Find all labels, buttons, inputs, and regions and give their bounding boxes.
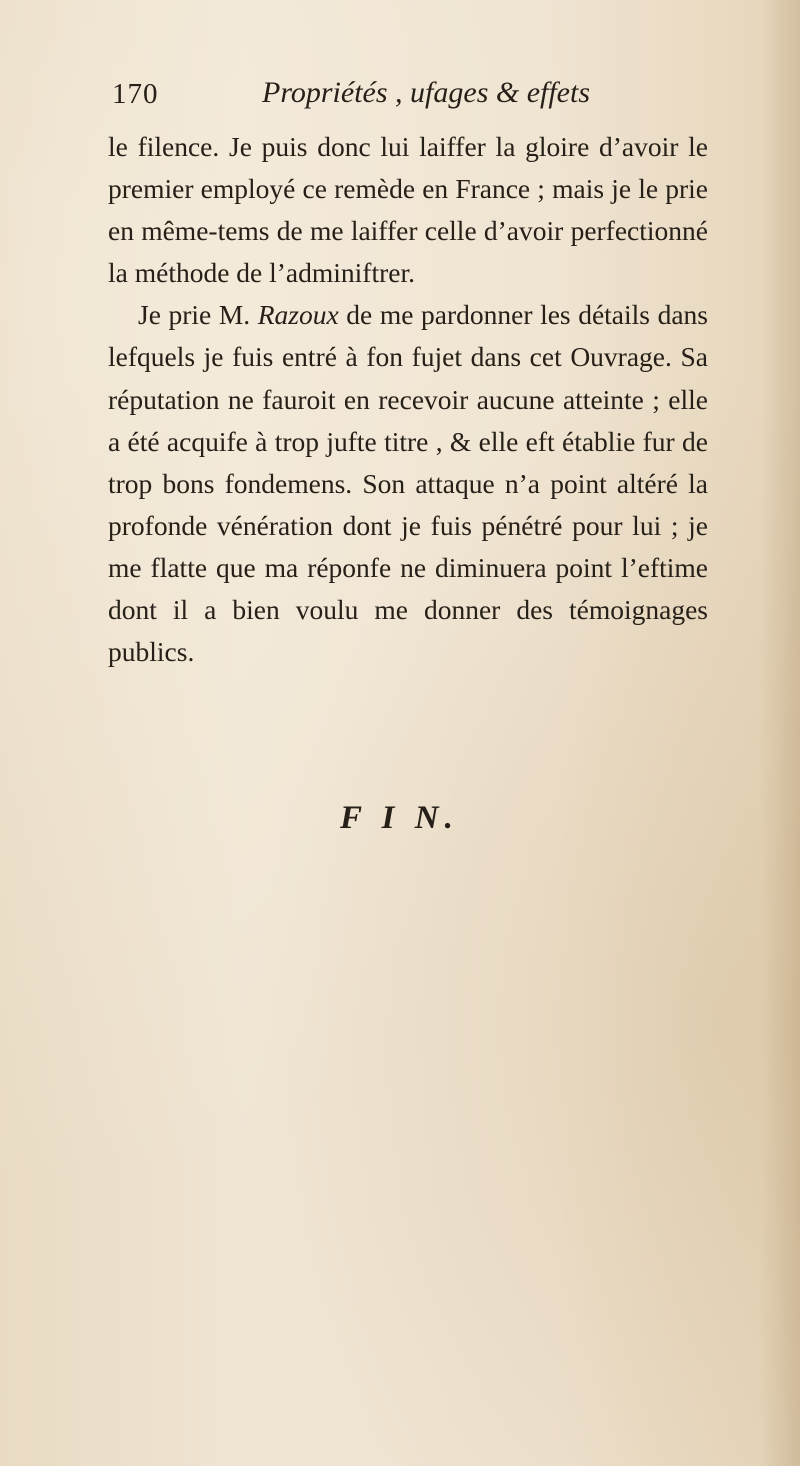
paragraph-2-rest: de me pardonner les détails dans lefquels je fuis entré à fon fujet dans cet Ouvrage. Sa réputation ne fauroit en recevoir aucune atteinte ; elle a été acquife à trop jufte titre , & elle eft établie fur de trop bons fondemens. Son attaque n’a point altéré la profonde vénération dont je fuis pénétré pour lui ; je me flatte que ma réponfe ne diminuera point l’eftime dont il a bien voulu me donner des témoignages publics. bbox=[108, 299, 708, 668]
fin-label: F I N. bbox=[340, 800, 459, 836]
page-header bbox=[112, 74, 672, 122]
running-head: Propriétés , ufages & effets bbox=[262, 76, 591, 109]
page-edge-shadow bbox=[760, 0, 800, 1466]
body-text bbox=[108, 126, 708, 673]
page-number: 170 bbox=[112, 78, 159, 110]
paragraph-1: le filence. Je puis donc lui laiffer la gloire d’avoir le premier employé ce remède en France ; mais je le prie en même-tems de me laiffer celle d’avoir perfectionné la méthode de l’adminiftrer. bbox=[108, 131, 708, 289]
paragraph-2-start: Je prie M. bbox=[138, 299, 258, 331]
paragraph-2 bbox=[108, 294, 708, 673]
author-name: Razoux bbox=[257, 299, 339, 331]
